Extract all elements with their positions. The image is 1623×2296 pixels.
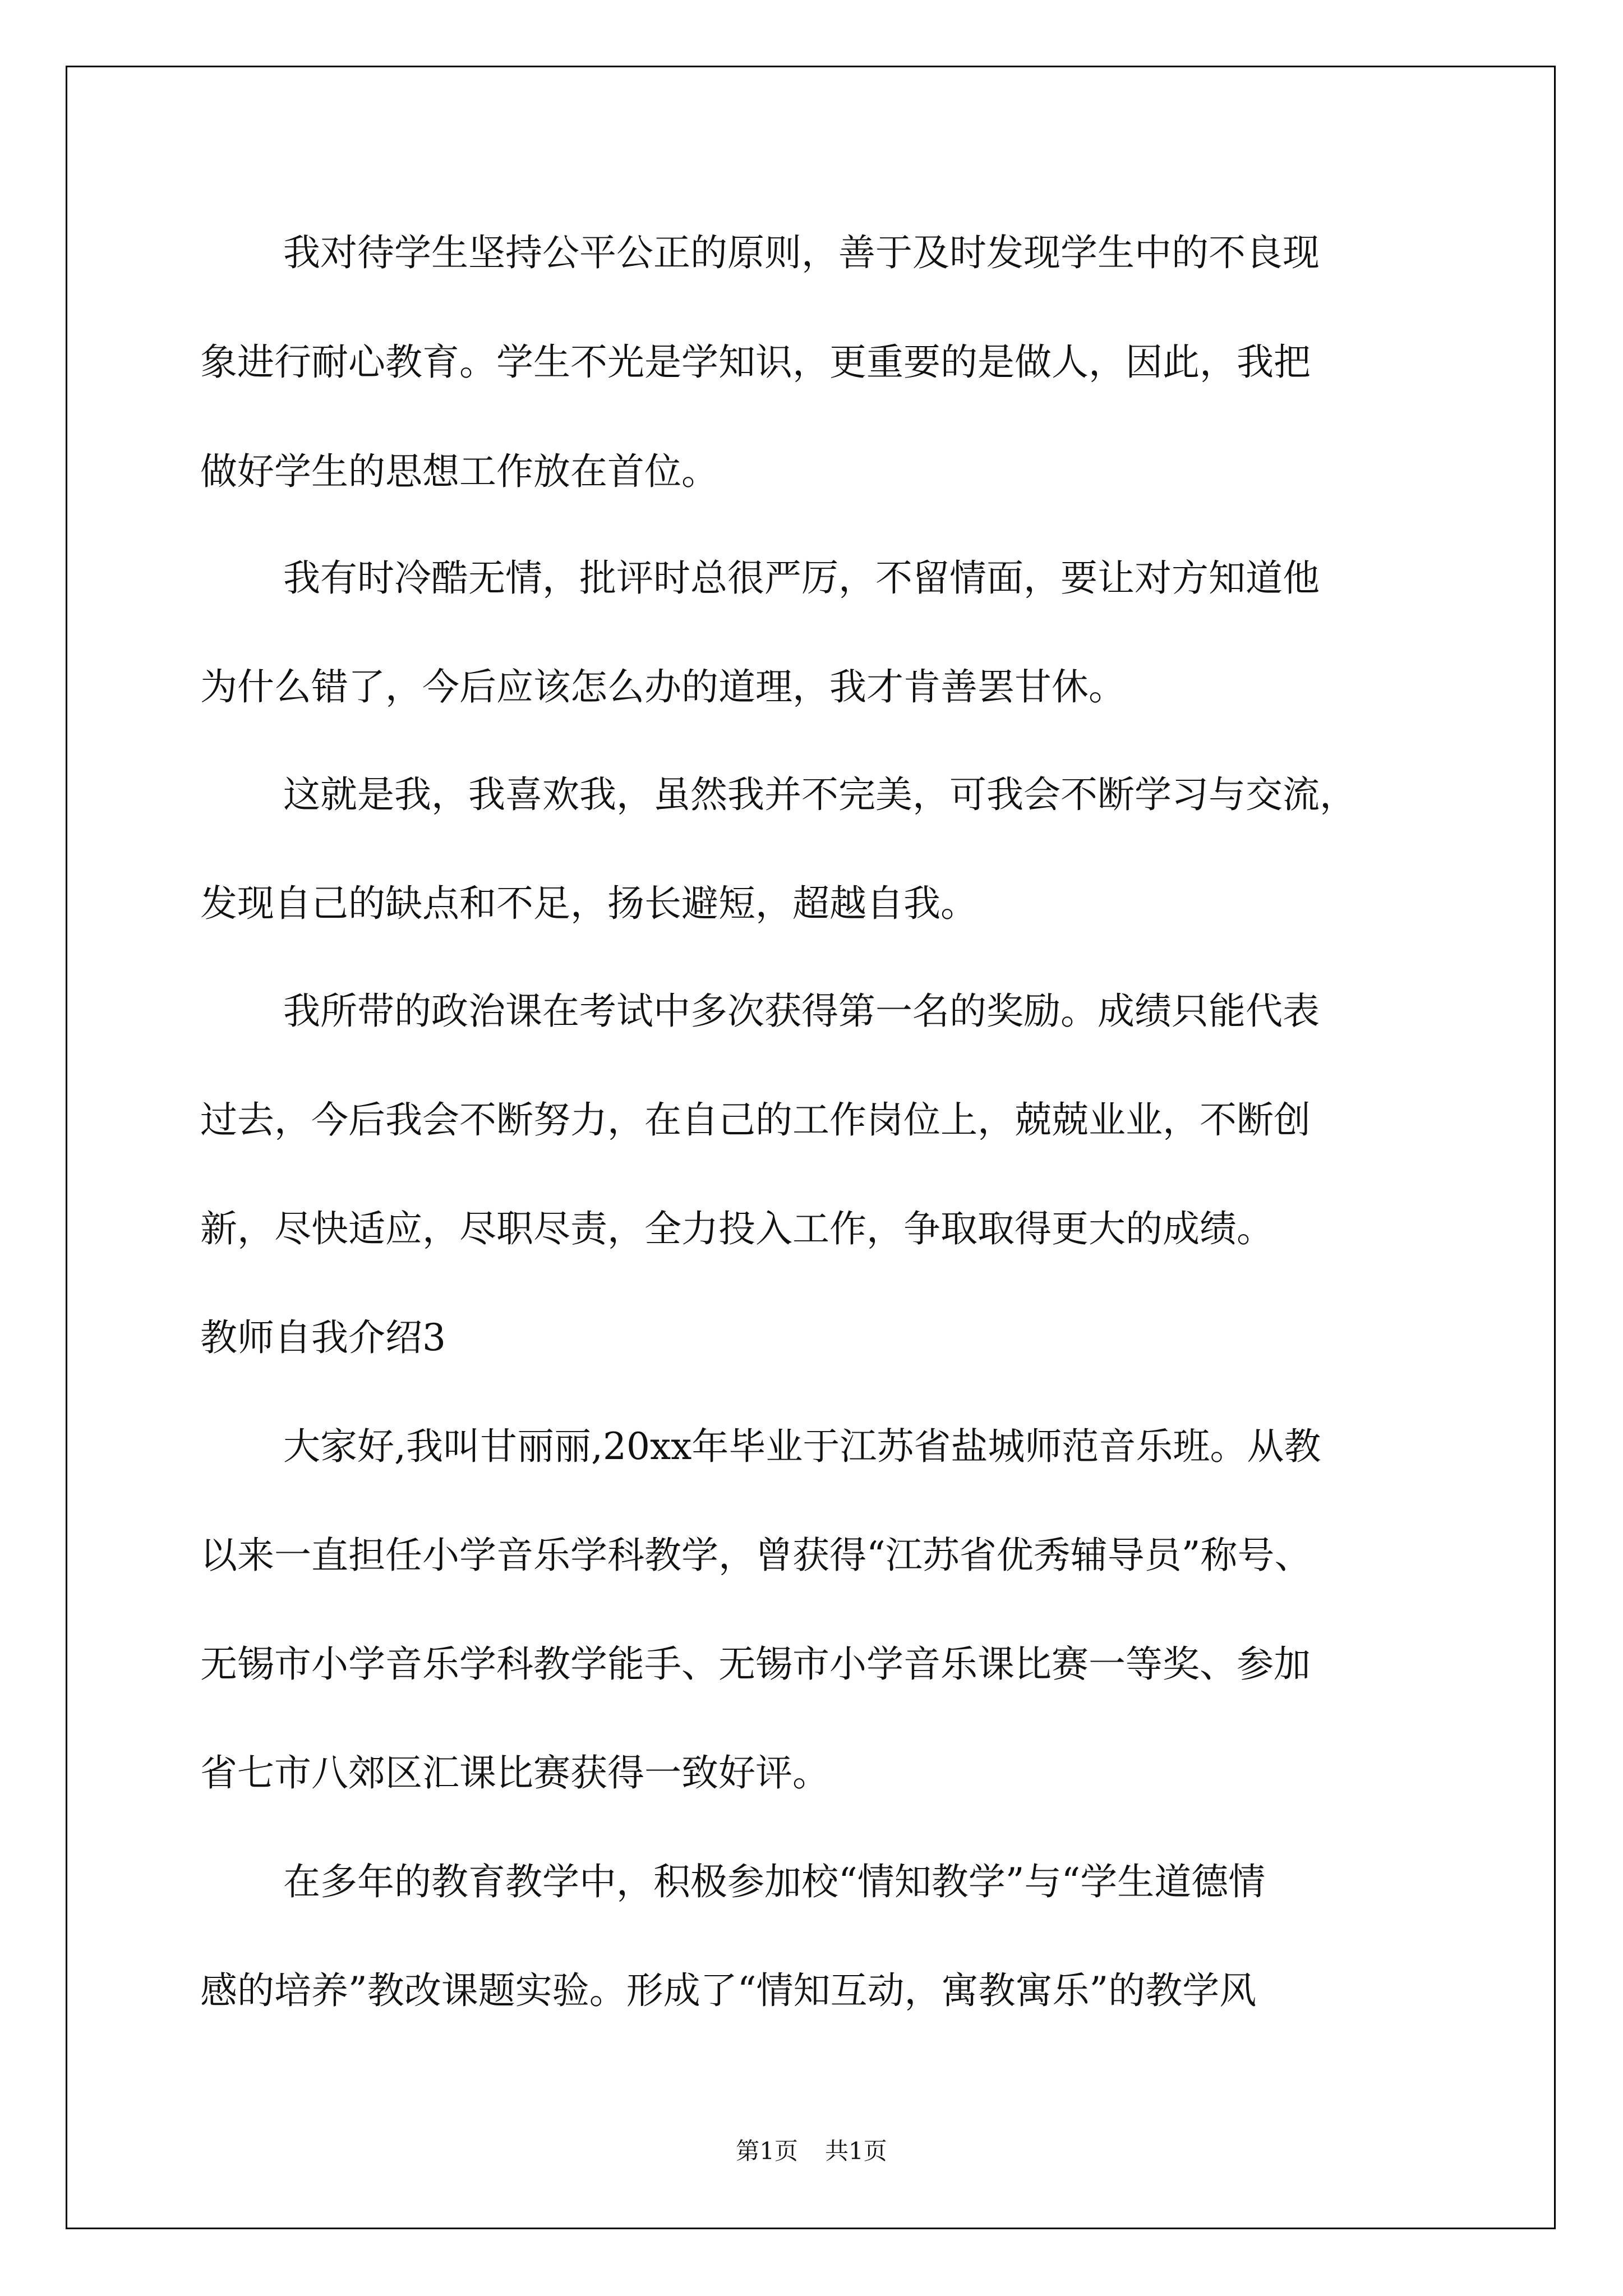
paragraph-line: 大家好,我叫甘丽丽,20xx年毕业于江苏省盐城师范音乐班。从教: [283, 1425, 1321, 1468]
page-number: 第1页: [736, 2137, 798, 2165]
paragraph-line: 在多年的教育教学中，积极参加校“情知教学”与“学生道德情: [283, 1860, 1266, 1903]
paragraph-line: 感的培养”教改课题实验。形成了“情知互动，寓教寓乐”的教学风: [200, 1969, 1257, 2012]
paragraph-line: 我所带的政治课在考试中多次获得第一名的奖励。成绩只能代表: [283, 990, 1320, 1033]
paragraph-line: 发现自己的缺点和不足，扬长避短，超越自我。: [200, 882, 978, 925]
paragraph-line: 做好学生的思想工作放在首位。: [200, 450, 718, 493]
page-border: [66, 66, 1556, 2229]
page-footer: [0, 2133, 1623, 2166]
paragraph-line: 以来一直担任小学音乐学科教学，曾获得“江苏省优秀辅导员”称号、: [200, 1534, 1312, 1577]
paragraph-line: 新，尽快适应，尽职尽责，全力投入工作，争取取得更大的成绩。: [200, 1207, 1274, 1250]
paragraph-line: 省七市八郊区汇课比赛获得一致好评。: [200, 1751, 829, 1795]
paragraph-line: 这就是我，我喜欢我，虽然我并不完美，可我会不断学习与交流，: [283, 773, 1357, 816]
page-total: 共1页: [825, 2137, 887, 2165]
section-heading: 教师自我介绍3: [200, 1316, 446, 1359]
paragraph-line: 过去，今后我会不断努力，在自己的工作岗位上，兢兢业业，不断创: [200, 1098, 1311, 1142]
paragraph-line: 象进行耐心教育。学生不光是学知识，更重要的是做人，因此，我把: [200, 341, 1311, 384]
paragraph-line: 我有时冷酷无情，批评时总很严厉，不留情面，要让对方知道他: [283, 556, 1320, 600]
paragraph-line: 为什么错了，今后应该怎么办的道理，我才肯善罢甘休。: [200, 665, 1126, 708]
paragraph-line: 无锡市小学音乐学科教学能手、无锡市小学音乐课比赛一等奖、参加: [200, 1642, 1311, 1686]
paragraph-line: 我对待学生坚持公平公正的原则，善于及时发现学生中的不良现: [283, 231, 1320, 274]
